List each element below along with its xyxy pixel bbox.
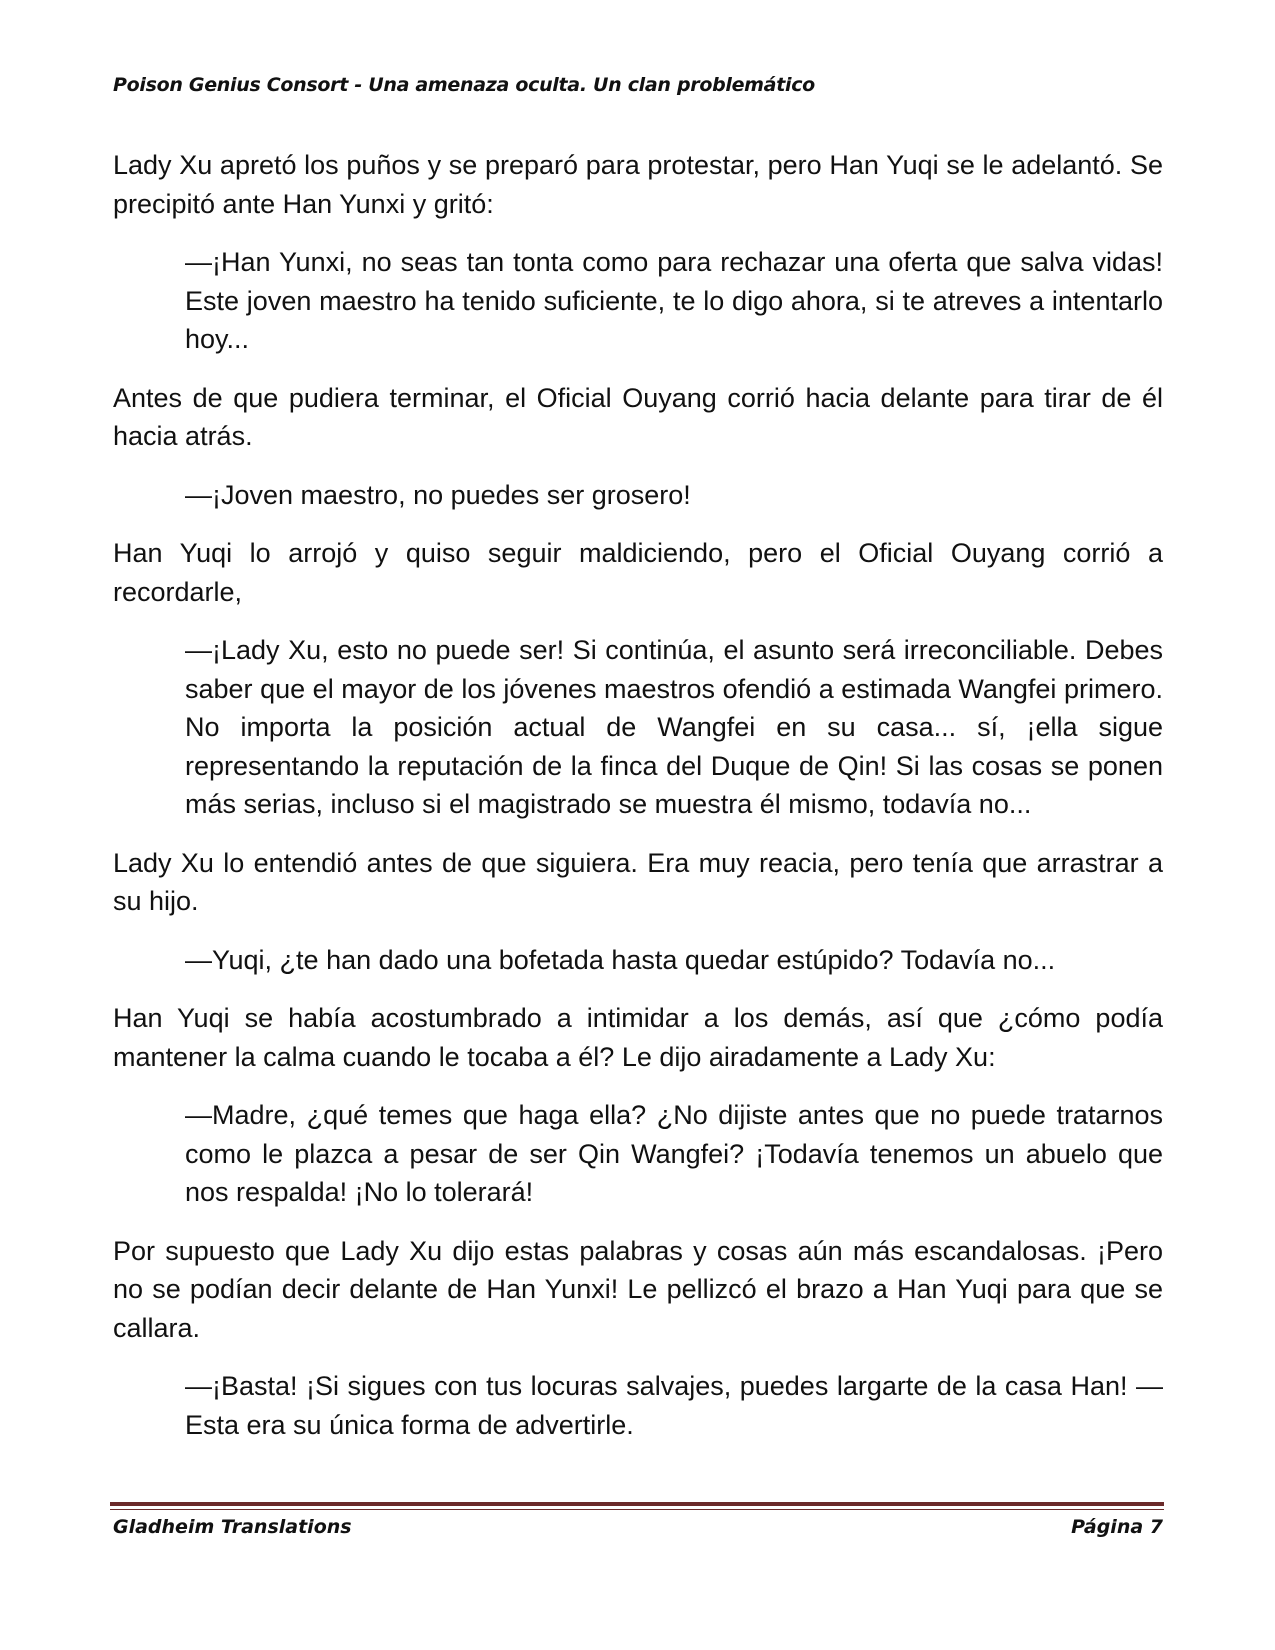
dialogue-paragraph: —¡Basta! ¡Si sigues con tus locuras salvajes, puedes largarte de la casa Han! —Esta era su única forma de advertirle. xyxy=(185,1371,1163,1440)
paragraph: Lady Xu lo entendió antes de que siguiera. Era muy reacia, pero tenía que arrastrar a su hijo. xyxy=(113,847,1163,916)
paragraph: Antes de que pudiera terminar, el Oficial Ouyang corrió hacia delante para tirar de él hacia atrás. xyxy=(113,382,1163,451)
paragraph: Por supuesto que Lady Xu dijo estas palabras y cosas aún más escandalosas. ¡Pero no se podían decir delante de Han Yunxi! Le pellizcó el brazo a Han Yuqi para que se callara. xyxy=(113,1235,1163,1343)
paragraph: Han Yuqi se había acostumbrado a intimidar a los demás, así que ¿cómo podía mantener la calma cuando le tocaba a él? Le dijo airadamente a Lady Xu: xyxy=(113,1003,1163,1072)
paragraph: Han Yuqi lo arrojó y quiso seguir maldiciendo, pero el Oficial Ouyang corrió a recordarle, xyxy=(113,538,1163,607)
body-text xyxy=(113,146,1163,1464)
paragraph: Lady Xu apretó los puños y se preparó para protestar, pero Han Yuqi se le adelantó. Se precipitó ante Han Yunxi y gritó: xyxy=(113,150,1163,219)
footer-page-number: Página 7 xyxy=(1071,1516,1163,1538)
footer-divider-thin xyxy=(110,1509,1164,1510)
dialogue-paragraph: —¡Lady Xu, esto no puede ser! Si continúa, el asunto será irreconciliable. Debes saber que el mayor de los jóvenes maestros ofendió a estimada Wangfei primero. No importa la posición actual de Wangfei en su casa... sí, ¡ella sigue representando la reputación de la finca del Duque de Qin! Si las cosas se ponen más serias, incluso si el magistrado se muestra él mismo, todavía no... xyxy=(185,635,1163,819)
dialogue-paragraph: —¡Han Yunxi, no seas tan tonta como para rechazar una oferta que salva vidas! Este joven maestro ha tenido suficiente, te lo digo ahora, si te atreves a intentarlo hoy... xyxy=(185,247,1163,354)
running-header: Poison Genius Consort - Una amenaza oculta. Un clan problemático xyxy=(113,74,815,96)
dialogue-paragraph: —Yuqi, ¿te han dado una bofetada hasta quedar estúpido? Todavía no... xyxy=(185,944,1056,975)
footer-publisher: Gladheim Translations xyxy=(113,1516,352,1538)
dialogue-paragraph: —Madre, ¿qué temes que haga ella? ¿No dijiste antes que no puede tratarnos como le plazca a pesar de ser Qin Wangfei? ¡Todavía tenemos un abuelo que nos respalda! ¡No lo tolerará! xyxy=(185,1100,1163,1207)
dialogue-paragraph: —¡Joven maestro, no puedes ser grosero! xyxy=(185,479,691,510)
footer-divider xyxy=(110,1502,1164,1506)
